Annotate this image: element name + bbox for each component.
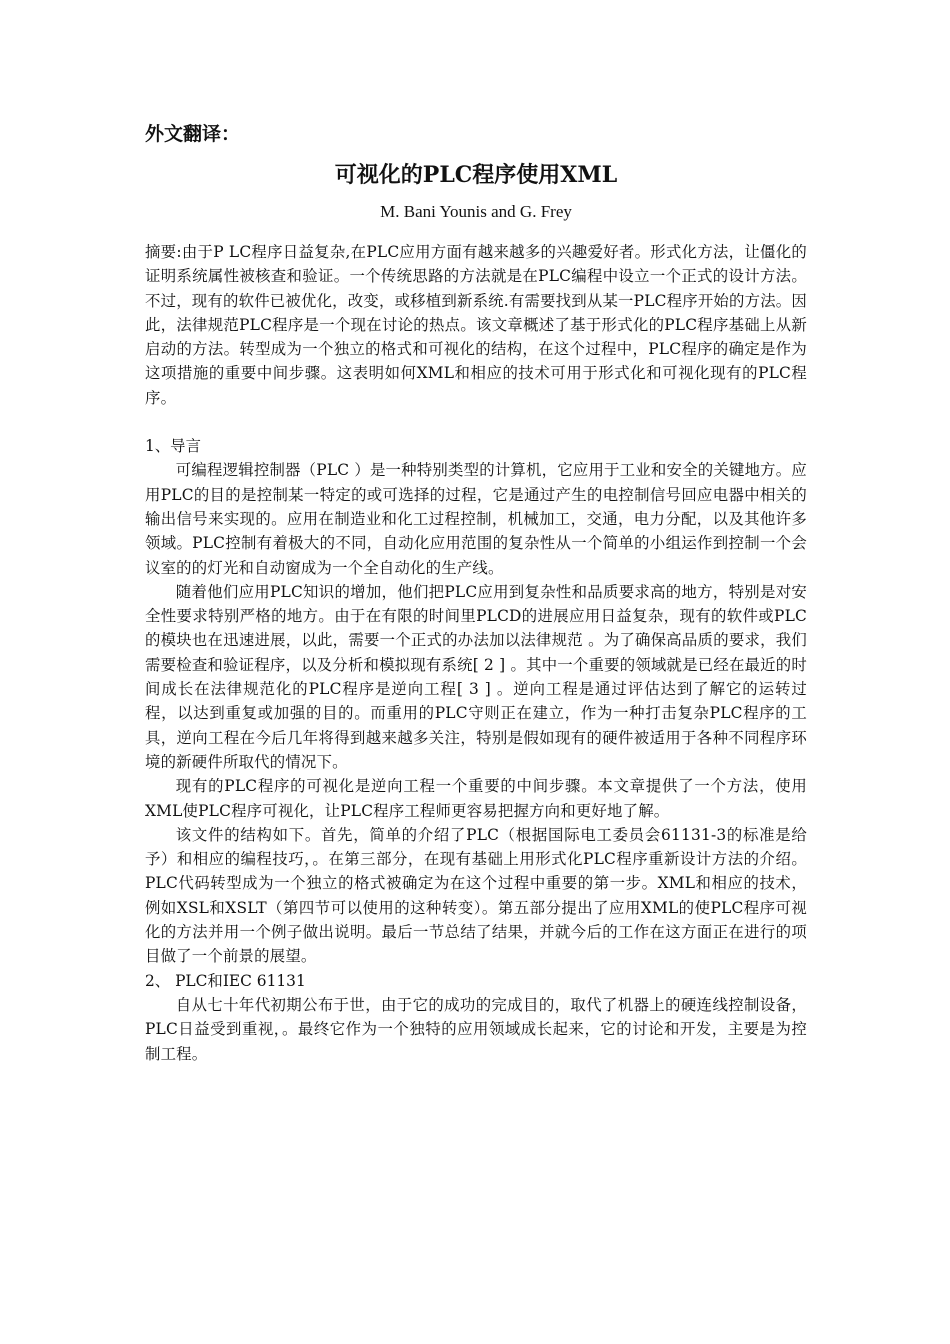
section-2-title: 2、 PLC和IEC 61131 [145,971,306,990]
paper-authors: M. Bani Younis and G. Frey [380,202,572,221]
paper-title: 可视化的PLC程序使用XML [334,162,618,188]
section-1-paragraph: 随着他们应用PLC知识的增加，他们把PLC应用到复杂性和品质要求高的地方，特别是对安全性要求特别严格的地方。由于在有限的时间里PLCD的进展应用日益复杂，现有的软件或PLC的模块也在迅速进展，以此，需要一个正式的办法加以法律规范 。为了确保高品质的要求，我们需要检查和验证程序，以及分析和模拟现有系统[ 2 ] 。其中一个重要的领域就是已经在最近的时间成长在法律规范化的PLC程序是逆向工程[ 3 ] 。逆向工程是通过评估达到了解它的运转过程，以达到重复或加强的目的。而重用的PLC守则正在建立，作为一种打击复杂PLC程序的工具，逆向工程在今后几年将得到越来越多关注，特别是假如现有的硬件被适用于各种不同程序环境的新硬件所取代的情况下。 [145,582,807,771]
section-1-paragraph: 可编程逻辑控制器（PLC ）是一种特别类型的计算机，它应用于工业和安全的关键地方。应用PLC的目的是控制某一特定的或可选择的过程，它是通过产生的电控制信号回应电器中相关的输出信号来实现的。应用在制造业和化工过程控制，机械加工，交通，电力分配，以及其他许多领域。PLC控制有着极大的不同，自动化应用范围的复杂性从一个简单的小组运作到控制一个会议室的的灯光和自动窗成为一个全自动化的生产线。 [145,461,807,577]
document-page [145,120,807,1066]
spacer [145,410,807,434]
translation-label: 外文翻译： [145,123,241,145]
abstract-paragraph: 摘要:由于P LC程序日益复杂,在PLC应用方面有越来越多的兴趣爱好者。形式化方法，让僵化的证明系统属性被核查和验证。一个传统思路的方法就是在PLC编程中设立一个正式的设计方法。不过，现有的软件已被优化，改变，或移植到新系统.有需要找到从某一PLC程序开始的方法。因此，法律规范PLC程序是一个现在讨论的热点。该文章概述了基于形式化的PLC程序基础上从新启动的方法。转型成为一个独立的格式和可视化的结构，在这个过程中，PLC程序的确定是作为这项措施的重要中间步骤。这表明如何XML和相应的技术可用于形式化和可视化现有的PLC程序。 [145,243,807,407]
section-1-paragraph: 该文件的结构如下。首先，简单的介绍了PLC（根据国际电工委员会61131-3的标准是给予）和相应的编程技巧，。在第三部分，在现有基础上用形式化PLC程序重新设计方法的介绍。PLC代码转型成为一个独立的格式被确定为在这个过程中重要的第一步。XML和相应的技术，例如XSL和XSLT（第四节可以使用的这种转变）。第五部分提出了应用XML的使PLC程序可视化的方法并用一个例子做出说明。最后一节总结了结果，并就今后的工作在这方面正在进行的项目做了一个前景的展望。 [145,825,807,966]
section-1-title: 1、导言 [145,437,201,456]
section-1-paragraph: 现有的PLC程序的可视化是逆向工程一个重要的中间步骤。本文章提供了一个方法，使用XML使PLC程序可视化，让PLC程序工程师更容易把握方向和更好地了解。 [145,777,807,820]
section-2-paragraph: 自从七十年代初期公布于世，由于它的成功的完成目的，取代了机器上的硬连线控制设备，PLC日益受到重视，。最终它作为一个独特的应用领域成长起来，它的讨论和开发，主要是为控制工程。 [145,995,807,1063]
